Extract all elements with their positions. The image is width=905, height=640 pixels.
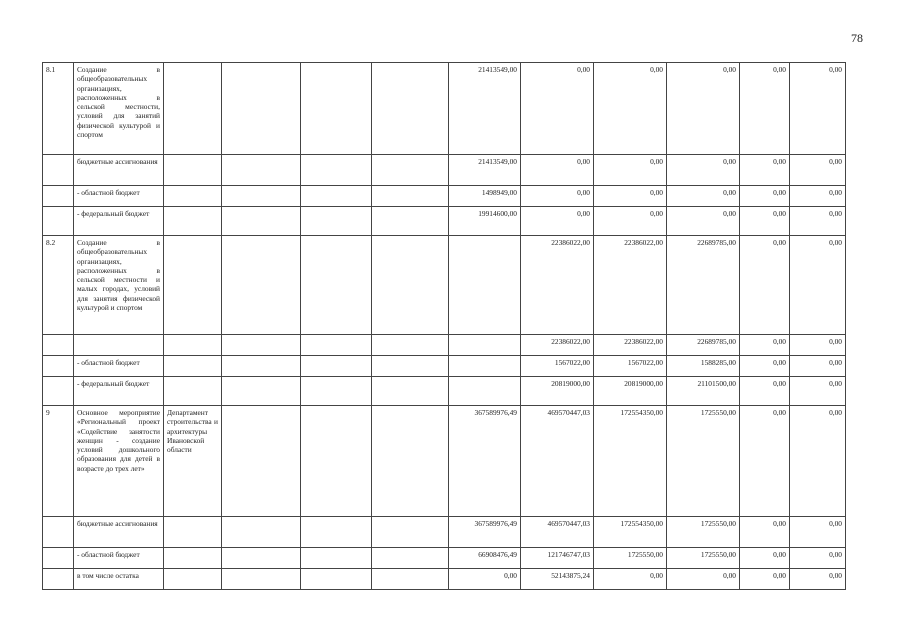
amount-cell	[449, 335, 521, 356]
table-row	[43, 517, 846, 548]
amount-cell	[449, 356, 521, 377]
amount-cell: 1725550,00	[594, 548, 667, 569]
amount-cell: 0,00	[740, 63, 790, 155]
code-cell	[372, 517, 449, 548]
amount-cell: 0,00	[740, 236, 790, 335]
executor-cell	[164, 517, 222, 548]
row-number-cell: 8.1	[43, 63, 74, 155]
code-cell	[301, 406, 372, 517]
code-cell	[222, 356, 301, 377]
executor-cell	[164, 356, 222, 377]
amount-cell: 21101500,00	[667, 377, 740, 406]
amount-cell: 1725550,00	[667, 548, 740, 569]
amount-cell: 0,00	[521, 63, 594, 155]
amount-cell: 0,00	[594, 155, 667, 186]
amount-cell: 1498949,00	[449, 186, 521, 207]
amount-cell: 0,00	[740, 548, 790, 569]
code-cell	[372, 548, 449, 569]
amount-cell: 121746747,03	[521, 548, 594, 569]
code-cell	[372, 356, 449, 377]
amount-cell: 22689785,00	[667, 236, 740, 335]
row-number-cell	[43, 155, 74, 186]
table-row	[43, 236, 846, 335]
code-cell	[301, 63, 372, 155]
amount-cell: 66908476,49	[449, 548, 521, 569]
code-cell	[372, 377, 449, 406]
code-cell	[301, 377, 372, 406]
table-row	[43, 63, 846, 155]
row-number-cell	[43, 569, 74, 590]
amount-cell: 367589976,49	[449, 517, 521, 548]
code-cell	[222, 335, 301, 356]
amount-cell: 0,00	[790, 406, 846, 517]
code-cell	[222, 207, 301, 236]
code-cell	[372, 207, 449, 236]
amount-cell: 0,00	[667, 569, 740, 590]
amount-cell: 19914600,00	[449, 207, 521, 236]
executor-cell	[164, 207, 222, 236]
amount-cell: 22386022,00	[594, 335, 667, 356]
code-cell	[372, 406, 449, 517]
amount-cell: 0,00	[790, 569, 846, 590]
amount-cell: 469570447,03	[521, 406, 594, 517]
row-number-cell	[43, 186, 74, 207]
executor-cell	[164, 63, 222, 155]
table-row	[43, 356, 846, 377]
amount-cell: 0,00	[740, 186, 790, 207]
amount-cell: 0,00	[449, 569, 521, 590]
amount-cell: 22386022,00	[521, 335, 594, 356]
code-cell	[222, 63, 301, 155]
amount-cell: 0,00	[521, 207, 594, 236]
table-row	[43, 207, 846, 236]
amount-cell: 1567022,00	[521, 356, 594, 377]
amount-cell: 0,00	[790, 548, 846, 569]
table-row	[43, 335, 846, 356]
code-cell	[372, 236, 449, 335]
amount-cell: 469570447,03	[521, 517, 594, 548]
table-row	[43, 548, 846, 569]
code-cell	[372, 63, 449, 155]
table-row	[43, 569, 846, 590]
amount-cell: 0,00	[790, 207, 846, 236]
amount-cell: 0,00	[594, 63, 667, 155]
activity-name-cell: бюджетные ассигнования	[74, 517, 164, 548]
code-cell	[301, 569, 372, 590]
row-number-cell	[43, 356, 74, 377]
activity-name-cell: Создание в общеобразовательных организациях, расположенных в сельской местности, условий для занятий физической культурой и спортом	[74, 63, 164, 155]
amount-cell: 21413549,00	[449, 63, 521, 155]
amount-cell: 172554350,00	[594, 406, 667, 517]
amount-cell: 1567022,00	[594, 356, 667, 377]
code-cell	[222, 236, 301, 335]
code-cell	[301, 207, 372, 236]
code-cell	[301, 186, 372, 207]
amount-cell: 0,00	[790, 377, 846, 406]
table-row	[43, 186, 846, 207]
amount-cell: 22689785,00	[667, 335, 740, 356]
amount-cell: 0,00	[667, 186, 740, 207]
amount-cell	[449, 236, 521, 335]
row-number-cell	[43, 377, 74, 406]
amount-cell: 1588285,00	[667, 356, 740, 377]
code-cell	[301, 155, 372, 186]
executor-cell	[164, 335, 222, 356]
amount-cell: 0,00	[790, 155, 846, 186]
amount-cell: 0,00	[521, 186, 594, 207]
amount-cell: 0,00	[740, 377, 790, 406]
activity-name-cell: в том числе остатка	[74, 569, 164, 590]
amount-cell: 0,00	[740, 155, 790, 186]
amount-cell: 0,00	[790, 517, 846, 548]
activity-name-cell: - областной бюджет	[74, 356, 164, 377]
row-number-cell: 9	[43, 406, 74, 517]
amount-cell: 0,00	[740, 569, 790, 590]
amount-cell: 0,00	[740, 335, 790, 356]
amount-cell: 367589976,49	[449, 406, 521, 517]
code-cell	[222, 569, 301, 590]
amount-cell: 22386022,00	[594, 236, 667, 335]
executor-cell	[164, 186, 222, 207]
code-cell	[222, 517, 301, 548]
code-cell	[301, 517, 372, 548]
amount-cell: 1725550,00	[667, 517, 740, 548]
row-number-cell	[43, 548, 74, 569]
amount-cell: 20819000,00	[594, 377, 667, 406]
code-cell	[372, 569, 449, 590]
activity-name-cell: - федеральный бюджет	[74, 207, 164, 236]
amount-cell: 52143875,24	[521, 569, 594, 590]
page-number: 78	[851, 31, 863, 45]
activity-name-cell	[74, 335, 164, 356]
code-cell	[301, 236, 372, 335]
amount-cell: 22386022,00	[521, 236, 594, 335]
amount-cell: 1725550,00	[667, 406, 740, 517]
activity-name-cell: бюджетные ассигнования	[74, 155, 164, 186]
budget-table	[42, 62, 846, 590]
code-cell	[372, 155, 449, 186]
code-cell	[301, 335, 372, 356]
code-cell	[222, 155, 301, 186]
amount-cell: 21413549,00	[449, 155, 521, 186]
code-cell	[372, 335, 449, 356]
amount-cell: 0,00	[594, 207, 667, 236]
activity-name-cell: - областной бюджет	[74, 548, 164, 569]
executor-cell	[164, 155, 222, 186]
amount-cell: 0,00	[790, 356, 846, 377]
amount-cell: 0,00	[667, 63, 740, 155]
activity-name-cell: - областной бюджет	[74, 186, 164, 207]
amount-cell: 0,00	[790, 335, 846, 356]
amount-cell: 0,00	[667, 155, 740, 186]
activity-name-cell: - федеральный бюджет	[74, 377, 164, 406]
amount-cell	[449, 377, 521, 406]
table-row	[43, 377, 846, 406]
row-number-cell	[43, 335, 74, 356]
code-cell	[222, 186, 301, 207]
activity-name-cell: Создание в общеобразовательных организациях, расположенных в сельской местности и малых городах, условий для занятия физической культурой и спортом	[74, 236, 164, 335]
code-cell	[372, 186, 449, 207]
executor-cell	[164, 377, 222, 406]
row-number-cell	[43, 207, 74, 236]
code-cell	[222, 377, 301, 406]
amount-cell: 0,00	[594, 186, 667, 207]
table-row	[43, 155, 846, 186]
amount-cell: 0,00	[740, 207, 790, 236]
row-number-cell	[43, 517, 74, 548]
amount-cell: 0,00	[521, 155, 594, 186]
executor-cell	[164, 548, 222, 569]
executor-cell: Департамент строительства и архитектуры Ивановской области	[164, 406, 222, 517]
amount-cell: 0,00	[667, 207, 740, 236]
code-cell	[222, 548, 301, 569]
executor-cell	[164, 236, 222, 335]
row-number-cell: 8.2	[43, 236, 74, 335]
amount-cell: 0,00	[790, 63, 846, 155]
amount-cell: 172554350,00	[594, 517, 667, 548]
activity-name-cell: Основное мероприятие «Региональный проект «Содействие занятости женщин - создание условий дошкольного образования для детей в возрасте до трех лет»	[74, 406, 164, 517]
executor-cell	[164, 569, 222, 590]
amount-cell: 20819000,00	[521, 377, 594, 406]
amount-cell: 0,00	[790, 186, 846, 207]
amount-cell: 0,00	[740, 517, 790, 548]
code-cell	[301, 356, 372, 377]
amount-cell: 0,00	[740, 406, 790, 517]
amount-cell: 0,00	[594, 569, 667, 590]
amount-cell: 0,00	[740, 356, 790, 377]
amount-cell: 0,00	[790, 236, 846, 335]
code-cell	[222, 406, 301, 517]
table-row	[43, 406, 846, 517]
code-cell	[301, 548, 372, 569]
